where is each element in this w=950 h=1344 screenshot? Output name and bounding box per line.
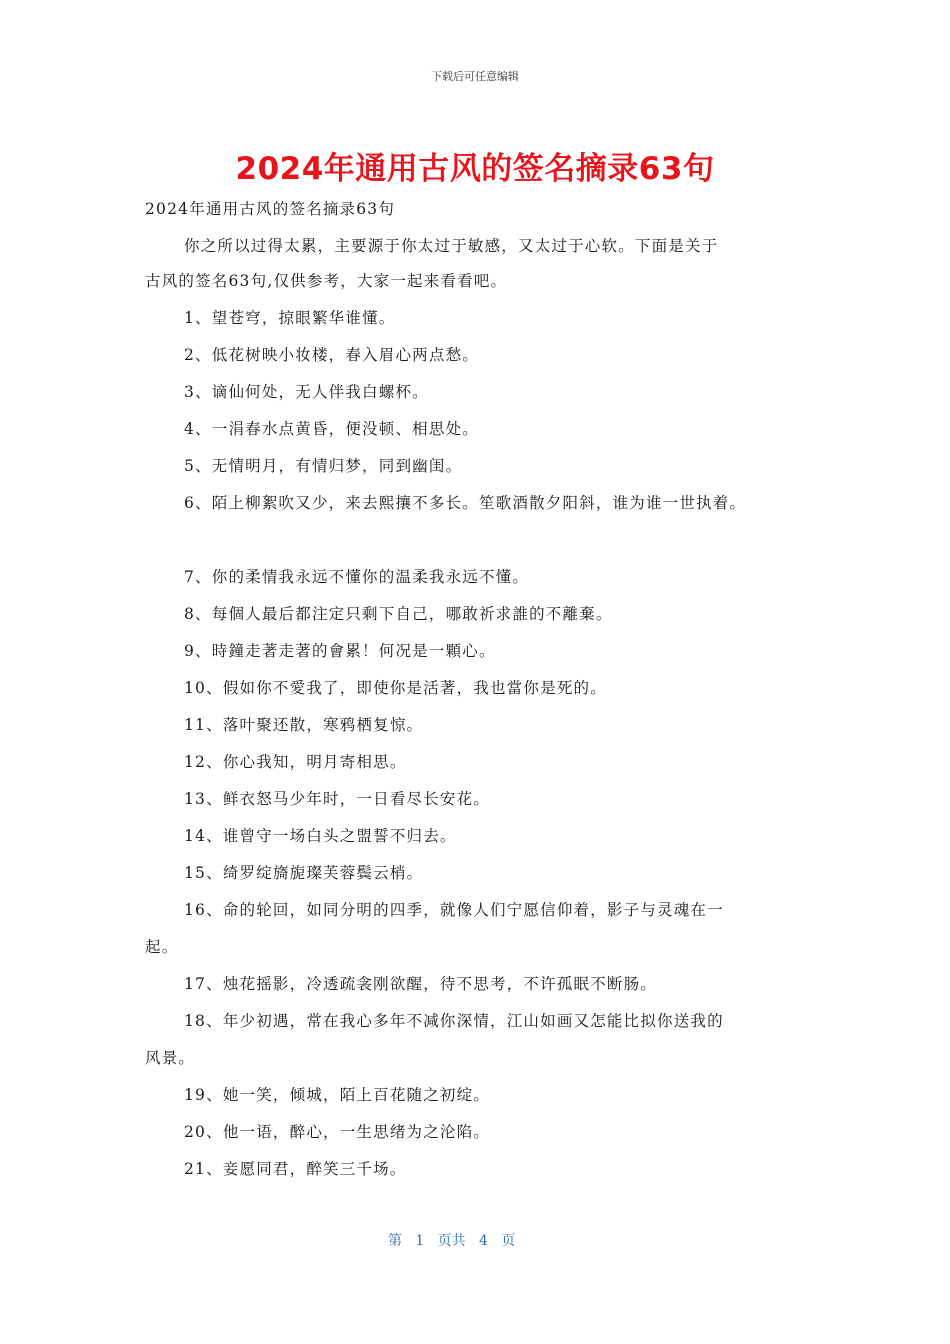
document-body xyxy=(145,196,825,1193)
list-item: 11、落叶聚还散，寒鸦栖复惊。 xyxy=(184,716,424,734)
list-item: 16、命的轮回，如同分明的四季，就像人们宁愿信仰着，影子与灵魂在一 xyxy=(184,901,724,919)
intro-line-2: 古风的签名63句,仅供参考，大家一起来看看吧。 xyxy=(145,272,508,290)
list-item: 15、绮罗绽旖旎璨芙蓉鬓云梢。 xyxy=(184,864,424,882)
list-item: 13、鲜衣怒马少年时，一日看尽长安花。 xyxy=(184,790,491,808)
list-item: 19、她一笑，倾城，陌上百花随之初绽。 xyxy=(184,1086,491,1104)
end-label: 页 xyxy=(501,1233,516,1249)
document-title: 2024年通用古风的签名摘录63句 xyxy=(235,151,715,187)
paragraph-gap xyxy=(145,527,825,564)
list-item: 8、每個人最后都注定只剩下自己，哪敢祈求誰的不離棄。 xyxy=(184,605,613,623)
list-item: 4、一涓春水点黄昏，便没顿、相思处。 xyxy=(184,420,479,438)
page-total: 4 xyxy=(479,1233,488,1249)
list-item: 18、年少初遇，常在我心多年不减你深情，江山如画又怎能比拟你送我的 xyxy=(184,1012,724,1030)
list-item-continuation: 风景。 xyxy=(145,1049,196,1067)
list-item: 7、你的柔情我永远不懂你的温柔我永远不懂。 xyxy=(184,568,530,586)
list-item: 10、假如你不愛我了，即使你是活著，我也當你是死的。 xyxy=(184,679,607,697)
page-number: 1 xyxy=(415,1233,425,1249)
list-item: 12、你心我知，明月寄相思。 xyxy=(184,753,407,771)
list-item: 14、谁曾守一场白头之盟誓不归去。 xyxy=(184,827,457,845)
list-item: 20、他一语，醉心，一生思绪为之沦陷。 xyxy=(184,1123,491,1141)
list-item: 17、烛花摇影，冷透疏衾刚欲醒，待不思考，不许孤眠不断肠。 xyxy=(184,975,658,993)
list-item: 2、低花树映小妆楼，春入眉心两点愁。 xyxy=(184,346,479,364)
page-label: 第 xyxy=(388,1233,402,1249)
list-item: 3、谪仙何处，无人伴我白螺杯。 xyxy=(184,383,429,401)
list-item: 5、无情明月，有情归梦，同到幽闺。 xyxy=(184,457,463,475)
intro-line-1: 你之所以过得太累，主要源于你太过于敏感，又太过于心软。下面是关于 xyxy=(184,237,719,255)
list-item: 21、妾愿同君，醉笑三千场。 xyxy=(184,1160,407,1178)
of-label: 页共 xyxy=(437,1233,466,1249)
page-header-note: 下载后可任意编辑 xyxy=(431,70,519,83)
page-footer xyxy=(388,1230,515,1250)
list-item-continuation: 起。 xyxy=(145,938,179,956)
list-item: 9、時鐘走著走著的會累！何况是一顆心。 xyxy=(184,642,496,660)
subtitle-line: 2024年通用古风的签名摘录63句 xyxy=(145,200,396,218)
list-item: 6、陌上柳絮吹又少，来去熙攘不多长。笙歌酒散夕阳斜，谁为谁一世执着。 xyxy=(184,494,747,512)
list-item: 1、望苍穹，掠眼繁华谁懂。 xyxy=(184,309,396,327)
